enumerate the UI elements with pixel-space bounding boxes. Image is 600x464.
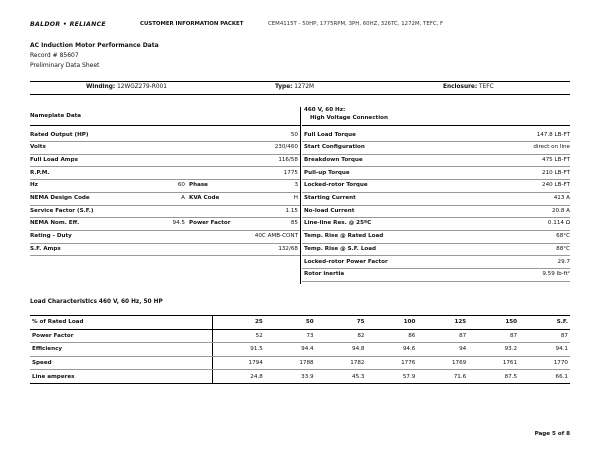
load-cell: 87 <box>468 329 519 343</box>
section-title: CUSTOMER INFORMATION PACKET <box>140 21 244 27</box>
load-cell: 1788 <box>265 356 316 370</box>
load-cell: 52 <box>213 329 265 343</box>
load-cell: 1776 <box>366 356 417 370</box>
nameplate-label: NEMA Nom. Eff. <box>30 220 80 227</box>
nameplate-label: Rating - Duty <box>30 233 72 240</box>
nameplate-row <box>30 142 300 155</box>
type-value: 1272M <box>294 84 315 90</box>
load-cell: 93.2 <box>468 343 519 357</box>
nameplate-value: 85 <box>290 220 298 227</box>
load-cell: 91.5 <box>213 343 265 357</box>
load-cell: 1782 <box>316 356 367 370</box>
nameplate-value: 132/68 <box>278 245 298 252</box>
performance-value: 68°C <box>556 233 570 240</box>
performance-row <box>302 269 570 282</box>
load-cell: 50 <box>265 316 316 330</box>
type-label: Type: <box>275 84 293 90</box>
performance-row <box>302 231 570 244</box>
load-cell: 33.9 <box>265 370 316 384</box>
performance-value: 147.8 LB-FT <box>536 131 570 138</box>
performance-label: Breakdown Torque <box>304 156 363 163</box>
performance-row <box>302 243 570 256</box>
nameplate-row <box>30 218 300 231</box>
performance-row <box>302 154 570 167</box>
nameplate-row <box>30 231 300 244</box>
load-row-label: Line amperes <box>30 370 213 384</box>
nameplate-mid-label: Phase <box>189 182 208 189</box>
performance-row <box>302 180 570 193</box>
load-characteristics-table <box>30 315 570 384</box>
nameplate-value: 230/460 <box>274 144 298 151</box>
performance-label: Line-line Res. @ 25ºC <box>304 220 372 227</box>
nameplate-row <box>30 129 300 142</box>
load-cell: 94 <box>417 343 468 357</box>
performance-value: direct on line <box>533 144 570 151</box>
product-description: CEM4115T - 50HP, 1775RPM, 3PH, 60HZ, 326TC, 1272M, TEFC, F <box>268 21 444 27</box>
load-cell: 57.9 <box>366 370 417 384</box>
nameplate-value: 1775 <box>283 169 298 176</box>
load-cell: 75 <box>316 316 367 330</box>
enclosure-value: TEFC <box>479 84 494 90</box>
load-cell: 150 <box>468 316 519 330</box>
load-table-row <box>30 329 570 343</box>
nameplate-value: 1.15 <box>285 207 298 214</box>
performance-row <box>302 193 570 206</box>
document-status: Preliminary Data Sheet <box>30 62 100 69</box>
load-cell: 87 <box>519 329 570 343</box>
load-cell: 1769 <box>417 356 468 370</box>
performance-row <box>302 129 570 142</box>
load-cell: 1770 <box>519 356 570 370</box>
enclosure-field <box>443 84 494 90</box>
load-cell: 87 <box>417 329 468 343</box>
performance-value: 413 A <box>553 195 570 201</box>
load-cell: 94.6 <box>366 343 417 357</box>
performance-value: 240 LB-FT <box>542 182 570 189</box>
nameplate-row <box>30 180 300 193</box>
load-characteristics-title: Load Characteristics 460 V, 60 Hz, 50 HP <box>30 299 163 305</box>
performance-label: Start Configuration <box>304 144 365 151</box>
performance-label: Locked-rotor Torque <box>304 182 368 189</box>
load-cell: 86 <box>366 329 417 343</box>
load-cell: 82 <box>316 329 367 343</box>
performance-value: 475 LB-FT <box>542 156 570 163</box>
column-divider <box>300 107 301 284</box>
load-cell: 94.1 <box>519 343 570 357</box>
performance-row <box>302 256 570 269</box>
nameplate-row <box>30 243 300 256</box>
record-number: Record # 85607 <box>30 52 79 59</box>
performance-row <box>302 218 570 231</box>
performance-row <box>302 142 570 155</box>
nameplate-heading-row <box>30 107 300 126</box>
performance-value: 29.7 <box>557 258 570 265</box>
performance-label: Temp. Rise @ Rated Load <box>304 233 384 240</box>
nameplate-label: Full Load Amps <box>30 156 78 163</box>
nameplate-mid-label: KVA Code <box>189 195 220 201</box>
load-cell: 1761 <box>468 356 519 370</box>
nameplate-label: NEMA Design Code <box>30 195 90 201</box>
load-table-row <box>30 370 570 384</box>
load-cell: 73 <box>265 329 316 343</box>
load-row-label: Efficiency <box>30 343 213 357</box>
nameplate-row <box>30 193 300 206</box>
performance-value: 9.59 lb-ft² <box>542 271 570 278</box>
load-cell: 87.5 <box>468 370 519 384</box>
load-cell: 66.1 <box>519 370 570 384</box>
type-field <box>275 84 314 90</box>
load-row-label: Power Factor <box>30 329 213 343</box>
enclosure-label: Enclosure: <box>443 84 478 90</box>
performance-value: 88°C <box>556 245 570 252</box>
winding-bar <box>30 81 570 95</box>
load-table-row <box>30 343 570 357</box>
performance-label: Temp. Rise @ S.F. Load <box>304 245 377 252</box>
performance-label: Pull-up Torque <box>304 169 350 176</box>
winding-label: Winding: <box>86 84 116 90</box>
load-row-label: Speed <box>30 356 213 370</box>
performance-heading-row <box>302 107 570 126</box>
performance-label: Starting Current <box>304 195 356 201</box>
nameplate-row <box>30 167 300 180</box>
nameplate-mid-value: 94.5 <box>172 220 185 227</box>
nameplate-value: 50 <box>290 131 298 138</box>
load-cell: 45.3 <box>316 370 367 384</box>
nameplate-row <box>30 154 300 167</box>
load-cell: 71.6 <box>417 370 468 384</box>
nameplate-row <box>30 205 300 218</box>
load-cell: 100 <box>366 316 417 330</box>
nameplate-label: Service Factor (S.F.) <box>30 207 94 214</box>
load-cell: 94.8 <box>316 343 367 357</box>
load-cell: S.F. <box>519 316 570 330</box>
document-title: AC Induction Motor Performance Data <box>30 42 159 49</box>
load-cell: 25 <box>213 316 265 330</box>
nameplate-mid-label: Power Factor <box>189 220 231 227</box>
nameplate-mid-value: A <box>181 195 185 201</box>
nameplate-heading: Nameplate Data <box>30 113 82 119</box>
performance-value: 210 LB-FT <box>542 169 570 176</box>
nameplate-value: 40C AMB-CONT <box>254 233 298 240</box>
performance-label: Rotor inertia <box>304 271 345 278</box>
winding-value: 12WGZ279-R001 <box>117 84 167 90</box>
performance-row <box>302 205 570 218</box>
nameplate-label: Hz <box>30 182 38 189</box>
load-cell: 24.8 <box>213 370 265 384</box>
nameplate-label: S.F. Amps <box>30 245 61 252</box>
nameplate-value: 116/58 <box>278 156 298 163</box>
performance-row <box>302 167 570 180</box>
load-cell: 94.4 <box>265 343 316 357</box>
performance-heading-1: 460 V, 60 Hz: <box>304 107 346 113</box>
nameplate-label: Rated Output (HP) <box>30 131 89 138</box>
nameplate-label: Volts <box>30 144 46 151</box>
load-row-label: % of Rated Load <box>30 316 213 330</box>
load-cell: 1794 <box>213 356 265 370</box>
brand-logo: BALDOR • RELIANCE <box>30 20 106 28</box>
load-table-row <box>30 356 570 370</box>
winding-field <box>86 84 167 90</box>
page-number: Page 5 of 8 <box>534 431 570 437</box>
load-table-header <box>30 316 570 330</box>
performance-label: Locked-rotor Power Factor <box>304 258 388 265</box>
page-header <box>30 18 580 30</box>
performance-label: Full Load Torque <box>304 131 356 138</box>
nameplate-label: R.P.M. <box>30 169 50 176</box>
nameplate-value: H <box>293 195 298 201</box>
performance-value: 20.8 A <box>551 207 570 214</box>
nameplate-value: 3 <box>294 182 298 189</box>
performance-label: No-load Current <box>304 207 355 214</box>
performance-value: 0.114 Ω <box>547 220 570 227</box>
nameplate-mid-value: 60 <box>177 182 185 189</box>
performance-heading-2: High Voltage Connection <box>310 115 388 121</box>
load-cell: 125 <box>417 316 468 330</box>
